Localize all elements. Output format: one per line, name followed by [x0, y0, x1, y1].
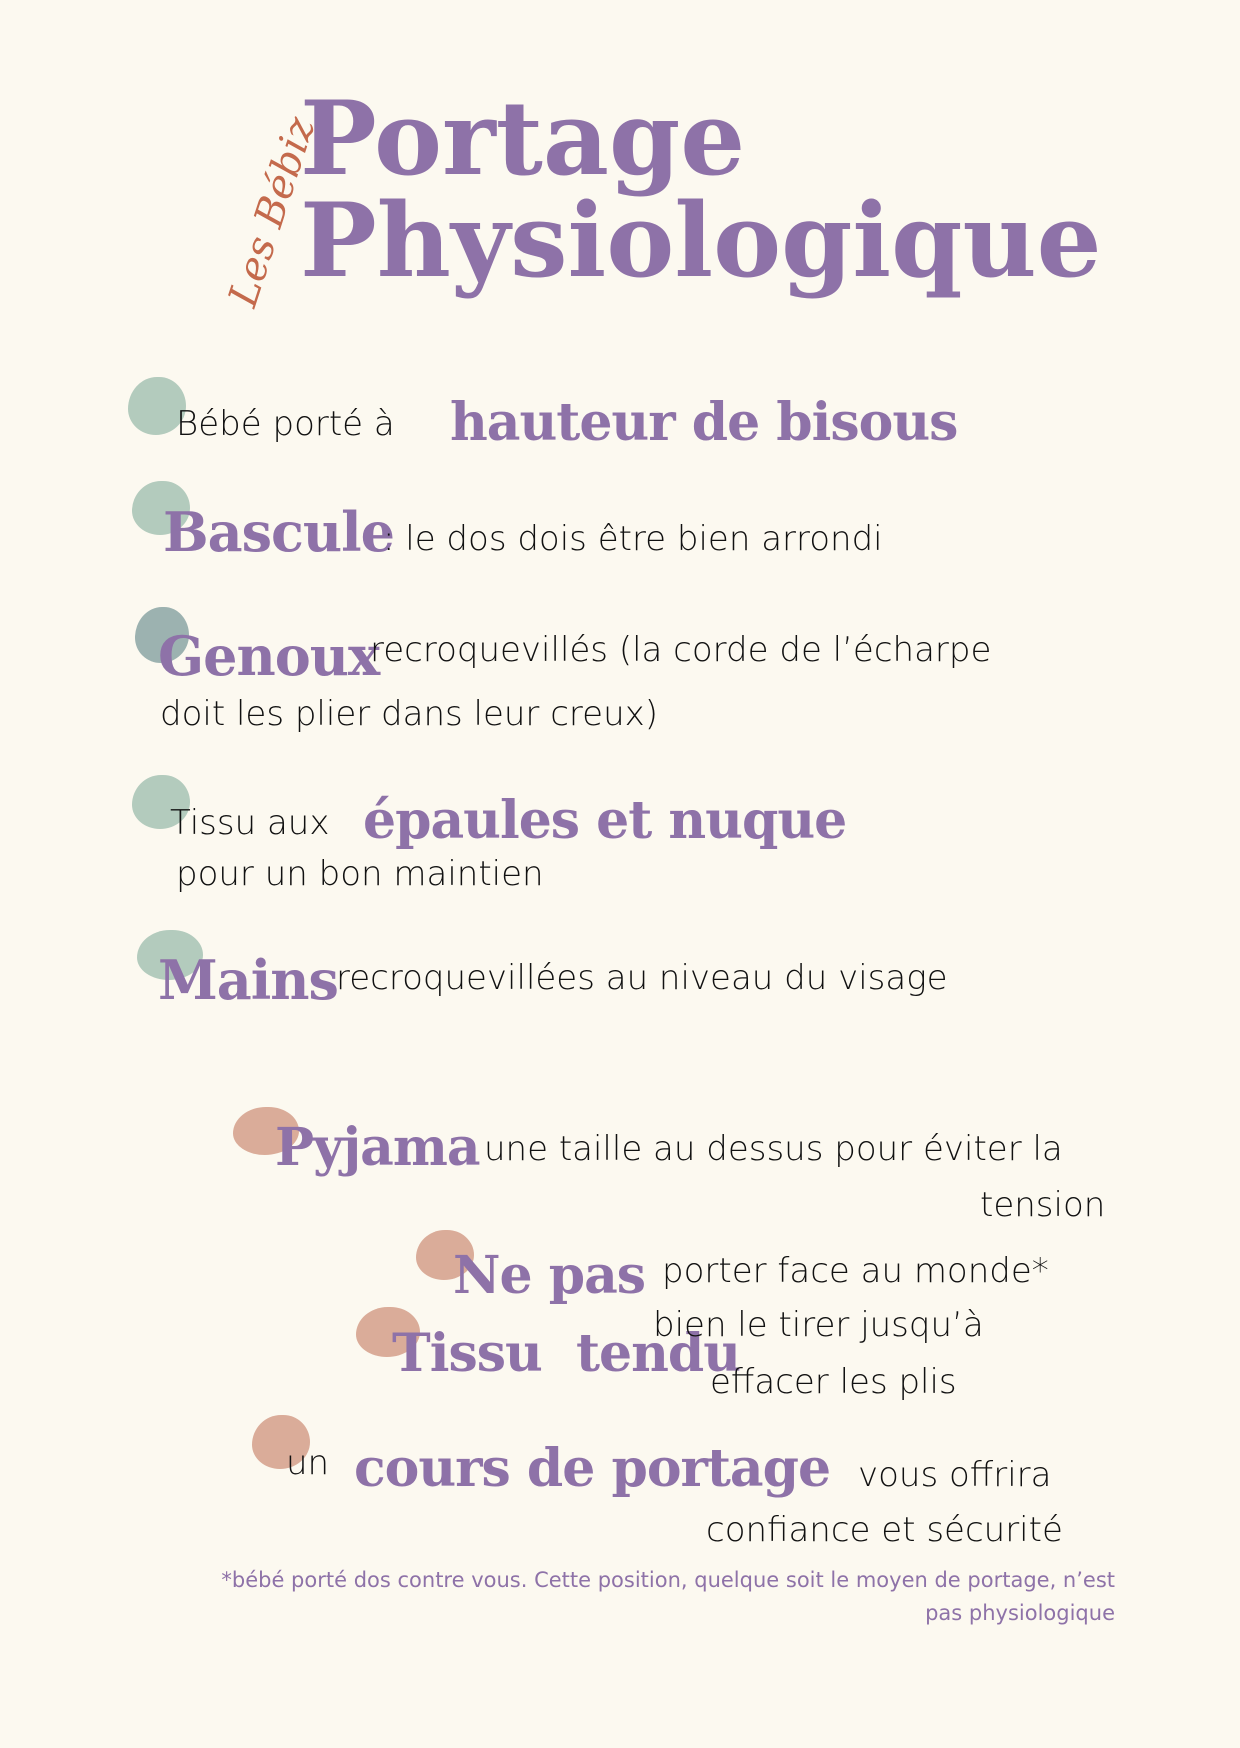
item-text-continued: doit les plier dans leur creux) [160, 694, 658, 734]
tip-text: porter face au monde* [662, 1251, 1049, 1291]
item-text: Bébé porté à [176, 404, 395, 444]
item-text-continued: pour un bon maintien [176, 854, 544, 894]
item-highlight: épaules et nuque [363, 790, 847, 851]
page-title-line2: Physiologique [300, 181, 1102, 301]
item-text: recroquevillées au niveau du visage [336, 958, 948, 998]
footnote-line2: pas physiologique [925, 1601, 1115, 1625]
tip-text: un [286, 1443, 330, 1483]
footnote-line1: *bébé porté dos contre vous. Cette position, quelque soit le moyen de portage, n’est [221, 1568, 1115, 1592]
page-title-line1: Portage [300, 79, 746, 199]
tip-highlight: Pyjama [275, 1117, 480, 1178]
item-text: recroquevillés (la corde de l’écharpe [370, 630, 992, 670]
footnote [160, 1564, 1115, 1630]
tip-text-continued: confiance et sécurité [706, 1510, 1063, 1550]
tip-highlight: Tissu tendu [392, 1323, 741, 1384]
tip-text: vous offrira [858, 1455, 1052, 1495]
brand-signature: Les Bébiz [220, 111, 325, 313]
item-highlight: Genoux [158, 624, 380, 688]
tip-text-continued: effacer les plis [710, 1362, 957, 1402]
item-highlight: Bascule [163, 500, 395, 564]
tip-highlight: cours de portage [354, 1438, 831, 1499]
tip-text: une taille au dessus pour éviter la [484, 1129, 1063, 1169]
item-text: : le dos dois être bien arrondi [383, 519, 883, 559]
tip-text-continued: tension [980, 1185, 1106, 1225]
item-highlight: hauteur de bisous [450, 392, 958, 453]
item-text: Tissu aux [170, 803, 330, 843]
tip-text: bien le tirer jusqu’à [653, 1305, 984, 1345]
item-highlight: Mains [158, 948, 338, 1012]
tip-highlight: Ne pas [453, 1245, 646, 1306]
